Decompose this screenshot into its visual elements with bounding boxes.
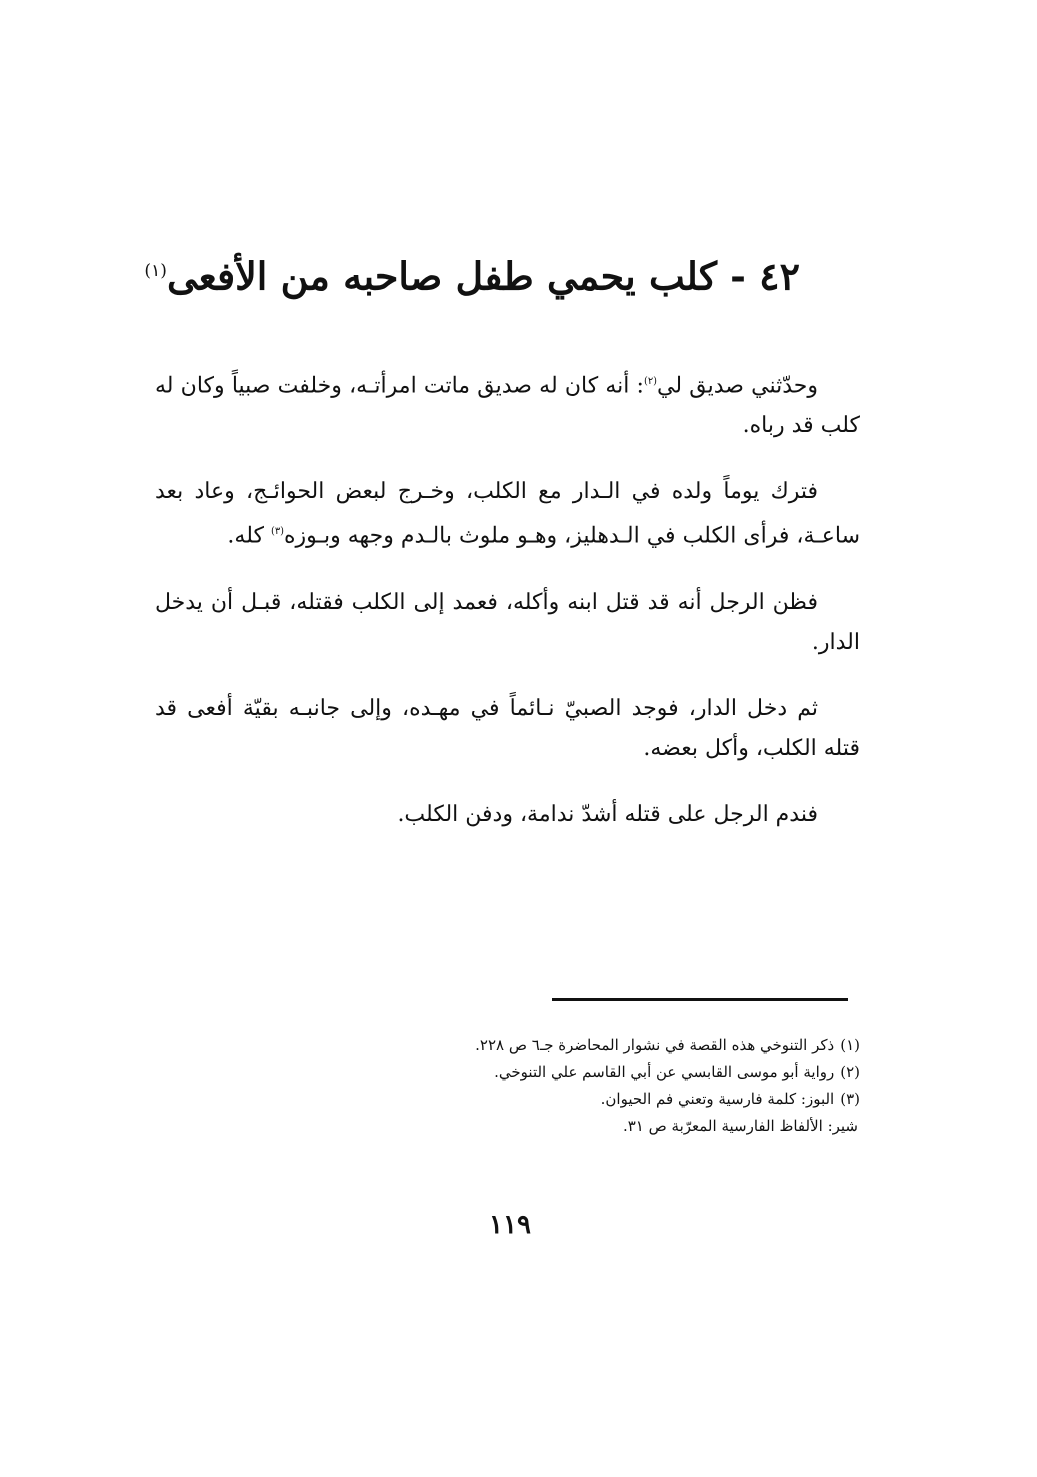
footnote-1 [300, 1032, 860, 1059]
footnote-3 [300, 1086, 860, 1113]
paragraph-3 [155, 583, 860, 663]
footnote-3-continuation [300, 1113, 860, 1140]
chapter-title-text: ٤٢ - كلب يحمي طفل صاحبه من الأفعى [166, 254, 800, 300]
page-number: ١١٩ [489, 1210, 531, 1240]
paragraph-2-footnote-marker: (٣) [270, 526, 284, 538]
footnote-2-text: رواية أبو موسى القابسي عن أبي القاسم علي التنوخي. [494, 1063, 835, 1081]
footnote-1-text: ذكر التنوخي هذه القصة في نشوار المحاضرة جـ٦ ص ٢٢٨. [475, 1036, 835, 1054]
paragraph-1 [155, 362, 860, 446]
paragraph-5-text: فندم الرجل على قتله أشدّ ندامة، ودفن الكلب. [397, 801, 818, 827]
paragraph-1-text-b: : أنه كان له صديق ماتت امرأتـه، وخلفت صبياً وكان له كلب قد رباه. [155, 373, 860, 439]
footnote-3-number: (٣) [840, 1090, 860, 1108]
paragraph-4-text: ثم دخل الدار، فوجد الصبيّ نـائماً في مهـده، وإلى جانبـه بقيّة أفعى قد قتله الكلب، وأكل بعضه. [155, 695, 860, 761]
footnote-1-number: (١) [840, 1036, 860, 1054]
chapter-title [144, 243, 800, 305]
footnote-separator [552, 998, 848, 1001]
paragraph-3-text: فظن الرجل أنه قد قتل ابنه وأكله، فعمد إلى الكلب فقتله، قبـل أن يدخل الدار. [155, 589, 860, 655]
paragraph-2-text-a: فترك يوماً ولده في الـدار مع الكلب، وخـرج لبعض الحوائـج، وعاد بعد ساعـة، فرأى الكلب في الـدهليز، وهـو ملوث بالـدم وجهه وبـوزه [155, 479, 860, 549]
footnote-2 [300, 1059, 860, 1086]
footnote-3-source: شير: الألفاظ الفارسية المعرّبة ص ٣١. [622, 1117, 858, 1135]
story-body [155, 362, 860, 861]
footnote-3-text: البوز: كلمة فارسية وتعني فم الحيوان. [600, 1090, 835, 1108]
paragraph-1-footnote-marker: (٢) [643, 376, 658, 387]
title-footnote-marker: (١) [144, 261, 167, 282]
paragraph-2 [155, 472, 860, 556]
paragraph-4 [155, 689, 860, 769]
paragraph-5 [155, 795, 860, 835]
footnotes [300, 1032, 860, 1140]
paragraph-2-text-b: كله. [227, 523, 271, 549]
paragraph-1-text-a: وحدّثني صديق لي [657, 373, 818, 399]
footnote-2-number: (٢) [840, 1063, 860, 1081]
